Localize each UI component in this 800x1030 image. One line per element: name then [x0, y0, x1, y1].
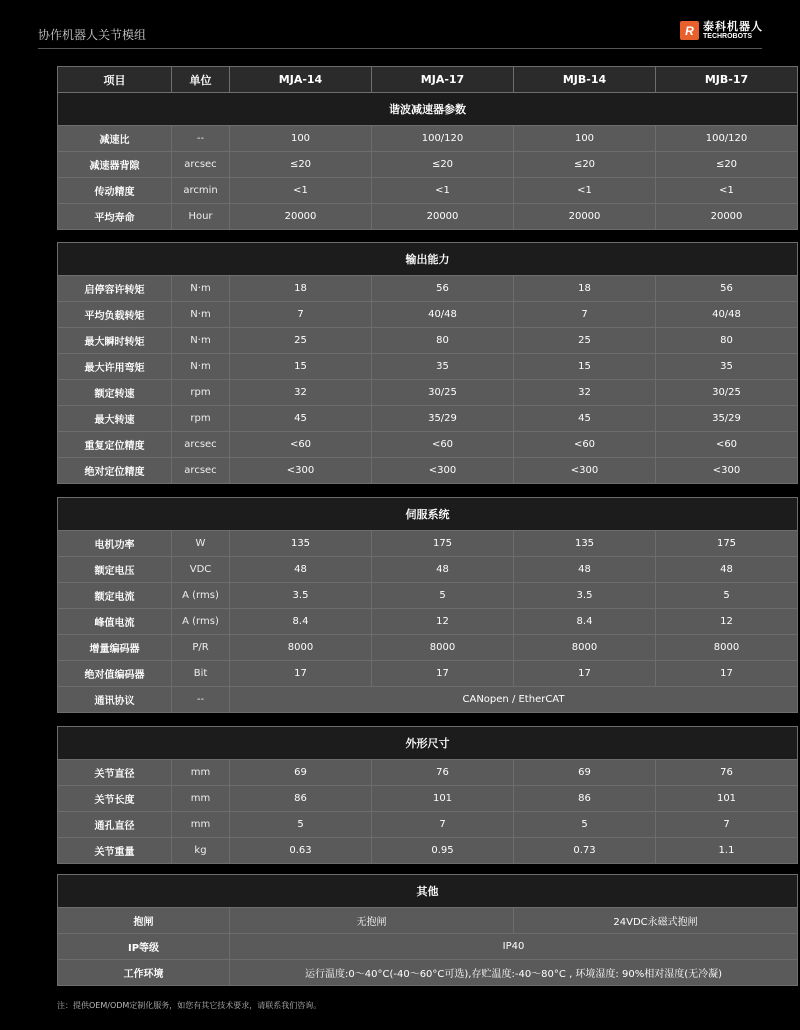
- row-value: 18: [230, 276, 372, 302]
- section-title: 输出能力: [58, 243, 798, 276]
- logo-mark-icon: R: [680, 21, 699, 40]
- row-label: 最大转速: [58, 406, 172, 432]
- row-value: 35: [372, 354, 514, 380]
- row-value: 7: [230, 302, 372, 328]
- spec-table-harmonic: [57, 66, 798, 230]
- row-unit: P/R: [172, 635, 230, 661]
- row-value: 48: [656, 557, 798, 583]
- column-header: MJA-14: [230, 67, 372, 93]
- row-label: 抱闸: [58, 908, 230, 934]
- spec-table-dimensions: [57, 726, 798, 864]
- row-value: 8000: [372, 635, 514, 661]
- row-value: 5: [514, 812, 656, 838]
- table-row: [58, 204, 798, 230]
- row-value: 135: [230, 531, 372, 557]
- row-value: 100/120: [372, 126, 514, 152]
- row-value: 175: [372, 531, 514, 557]
- table-row: [58, 786, 798, 812]
- spec-table-output: [57, 242, 798, 484]
- logo-name-cn: 泰科机器人: [703, 20, 763, 33]
- row-unit: Hour: [172, 204, 230, 230]
- row-value: 8000: [230, 635, 372, 661]
- row-value: 18: [514, 276, 656, 302]
- row-value: 12: [656, 609, 798, 635]
- row-value: 80: [372, 328, 514, 354]
- table-row: [58, 276, 798, 302]
- spec-section-other: [57, 874, 743, 986]
- row-value: 17: [372, 661, 514, 687]
- row-value: ≤20: [656, 152, 798, 178]
- row-value: <1: [372, 178, 514, 204]
- row-value: 48: [372, 557, 514, 583]
- row-label: 重复定位精度: [58, 432, 172, 458]
- row-unit: arcsec: [172, 432, 230, 458]
- row-value: 25: [514, 328, 656, 354]
- row-value: ≤20: [514, 152, 656, 178]
- table-row: [58, 354, 798, 380]
- row-value: 无抱闸: [230, 908, 514, 934]
- column-header-row: [58, 67, 798, 93]
- row-value: 35/29: [656, 406, 798, 432]
- spec-table-servo: [57, 497, 798, 713]
- row-unit: A (rms): [172, 609, 230, 635]
- row-label: 减速器背隙: [58, 152, 172, 178]
- row-unit: mm: [172, 760, 230, 786]
- row-unit: arcmin: [172, 178, 230, 204]
- spec-section-harmonic: [57, 66, 749, 230]
- row-value: 40/48: [656, 302, 798, 328]
- row-unit: N·m: [172, 354, 230, 380]
- table-row: [58, 635, 798, 661]
- row-label: 传动精度: [58, 178, 172, 204]
- logo-name-en: TECHROBOTS: [703, 33, 752, 40]
- row-value: 15: [230, 354, 372, 380]
- row-value: 100/120: [656, 126, 798, 152]
- spec-section-servo: [57, 497, 743, 713]
- column-header: MJB-14: [514, 67, 656, 93]
- section-rows: [58, 276, 798, 484]
- row-label: 最大瞬时转矩: [58, 328, 172, 354]
- table-row: [58, 687, 798, 713]
- row-unit: rpm: [172, 406, 230, 432]
- row-label: 峰值电流: [58, 609, 172, 635]
- row-value: 5: [230, 812, 372, 838]
- row-value: 20000: [230, 204, 372, 230]
- table-row: [58, 812, 798, 838]
- page-header: [0, 0, 800, 58]
- row-unit: mm: [172, 812, 230, 838]
- row-value: 86: [514, 786, 656, 812]
- row-value: 80: [656, 328, 798, 354]
- row-value: ≤20: [230, 152, 372, 178]
- row-value: 175: [656, 531, 798, 557]
- row-value: <1: [230, 178, 372, 204]
- row-value: 135: [514, 531, 656, 557]
- row-value: 7: [514, 302, 656, 328]
- table-row: [58, 934, 798, 960]
- row-label: 最大许用弯矩: [58, 354, 172, 380]
- table-row: [58, 432, 798, 458]
- row-value: 8000: [656, 635, 798, 661]
- row-label: 通孔直径: [58, 812, 172, 838]
- column-header: 项目: [58, 67, 172, 93]
- table-row: [58, 557, 798, 583]
- row-value: 20000: [372, 204, 514, 230]
- row-unit: N·m: [172, 328, 230, 354]
- row-unit: N·m: [172, 302, 230, 328]
- row-value: <1: [656, 178, 798, 204]
- row-value: 30/25: [372, 380, 514, 406]
- row-value: 100: [514, 126, 656, 152]
- row-label: 平均负载转矩: [58, 302, 172, 328]
- row-value: 69: [514, 760, 656, 786]
- table-row: [58, 328, 798, 354]
- row-value: 48: [230, 557, 372, 583]
- row-unit: kg: [172, 838, 230, 864]
- row-value: 8.4: [230, 609, 372, 635]
- table-row: [58, 178, 798, 204]
- row-unit: VDC: [172, 557, 230, 583]
- row-unit: rpm: [172, 380, 230, 406]
- row-value: <60: [372, 432, 514, 458]
- row-value: 15: [514, 354, 656, 380]
- row-unit: arcsec: [172, 152, 230, 178]
- section-rows: [58, 531, 798, 687]
- row-value: <300: [230, 458, 372, 484]
- table-row: [58, 531, 798, 557]
- row-value: 69: [230, 760, 372, 786]
- spec-section-dimensions: [57, 726, 743, 864]
- row-value: 17: [230, 661, 372, 687]
- row-label: 关节直径: [58, 760, 172, 786]
- row-value: 20000: [656, 204, 798, 230]
- row-value: 45: [230, 406, 372, 432]
- row-unit: --: [172, 126, 230, 152]
- row-value: 100: [230, 126, 372, 152]
- section-rows: [58, 126, 798, 230]
- spec-table-other: [57, 874, 798, 986]
- row-label: 平均寿命: [58, 204, 172, 230]
- row-label: 减速比: [58, 126, 172, 152]
- row-label: 关节长度: [58, 786, 172, 812]
- row-unit: --: [172, 687, 230, 713]
- row-value: <1: [514, 178, 656, 204]
- row-value: 运行温度:0～40°C(-40～60°C可选),存贮温度:-40～80°C , 环境湿度: 90%相对湿度(无冷凝): [230, 960, 798, 986]
- row-label: 额定转速: [58, 380, 172, 406]
- row-label: 通讯协议: [58, 687, 172, 713]
- row-label: 工作环境: [58, 960, 230, 986]
- row-value: 56: [372, 276, 514, 302]
- row-value: 48: [514, 557, 656, 583]
- row-label: IP等级: [58, 934, 230, 960]
- row-value: 86: [230, 786, 372, 812]
- row-value: 0.63: [230, 838, 372, 864]
- row-value: 1.1: [656, 838, 798, 864]
- row-unit: arcsec: [172, 458, 230, 484]
- row-label: 电机功率: [58, 531, 172, 557]
- row-value: 40/48: [372, 302, 514, 328]
- row-value: 35/29: [372, 406, 514, 432]
- row-value: 101: [372, 786, 514, 812]
- header-divider: [38, 48, 762, 49]
- spec-section-output: [57, 242, 743, 484]
- table-row: [58, 406, 798, 432]
- row-value: <60: [514, 432, 656, 458]
- row-value: <300: [372, 458, 514, 484]
- row-value: 0.95: [372, 838, 514, 864]
- row-value: 3.5: [514, 583, 656, 609]
- row-value: 45: [514, 406, 656, 432]
- row-value: 76: [372, 760, 514, 786]
- row-value: ≤20: [372, 152, 514, 178]
- section-title: 外形尺寸: [58, 727, 798, 760]
- row-unit: N·m: [172, 276, 230, 302]
- row-value: <60: [656, 432, 798, 458]
- section-rows: [58, 760, 798, 864]
- row-value: 17: [656, 661, 798, 687]
- row-value: 0.73: [514, 838, 656, 864]
- row-unit: W: [172, 531, 230, 557]
- row-value: 35: [656, 354, 798, 380]
- table-row: [58, 458, 798, 484]
- row-value: 7: [372, 812, 514, 838]
- row-value: 101: [656, 786, 798, 812]
- table-row: [58, 126, 798, 152]
- table-row: [58, 583, 798, 609]
- section-title: 其他: [58, 875, 798, 908]
- table-row: [58, 380, 798, 406]
- row-value: <300: [514, 458, 656, 484]
- row-label: 绝对值编码器: [58, 661, 172, 687]
- row-value: 8000: [514, 635, 656, 661]
- row-label: 额定电流: [58, 583, 172, 609]
- row-value: 7: [656, 812, 798, 838]
- table-row: [58, 661, 798, 687]
- row-value: 76: [656, 760, 798, 786]
- section-title: 伺服系统: [58, 498, 798, 531]
- row-value: <300: [656, 458, 798, 484]
- row-value: 8.4: [514, 609, 656, 635]
- row-value: 30/25: [656, 380, 798, 406]
- company-logo: [680, 21, 763, 40]
- section-title: 谐波减速器参数: [58, 93, 798, 126]
- row-value: 56: [656, 276, 798, 302]
- table-row: [58, 908, 798, 934]
- row-unit: A (rms): [172, 583, 230, 609]
- table-row: [58, 838, 798, 864]
- row-value: 12: [372, 609, 514, 635]
- row-value: 25: [230, 328, 372, 354]
- row-label: 额定电压: [58, 557, 172, 583]
- row-unit: mm: [172, 786, 230, 812]
- row-value: 20000: [514, 204, 656, 230]
- page-title: 协作机器人关节模组: [38, 28, 147, 42]
- row-value: IP40: [230, 934, 798, 960]
- table-row: [58, 760, 798, 786]
- column-header: 单位: [172, 67, 230, 93]
- row-value: 5: [656, 583, 798, 609]
- row-value: 32: [514, 380, 656, 406]
- row-label: 关节重量: [58, 838, 172, 864]
- row-label: 增量编码器: [58, 635, 172, 661]
- table-row: [58, 302, 798, 328]
- table-row: [58, 609, 798, 635]
- row-value: CANopen / EtherCAT: [230, 687, 798, 713]
- row-value: 5: [372, 583, 514, 609]
- row-value: 32: [230, 380, 372, 406]
- table-row: [58, 960, 798, 986]
- row-label: 启停容许转矩: [58, 276, 172, 302]
- row-value: 24VDC永磁式抱闸: [514, 908, 798, 934]
- table-row: [58, 152, 798, 178]
- row-value: <60: [230, 432, 372, 458]
- column-header: MJA-17: [372, 67, 514, 93]
- column-header: MJB-17: [656, 67, 798, 93]
- row-value: 3.5: [230, 583, 372, 609]
- row-label: 绝对定位精度: [58, 458, 172, 484]
- row-unit: Bit: [172, 661, 230, 687]
- row-value: 17: [514, 661, 656, 687]
- footnote: 注：提供OEM/ODM定制化服务，如您有其它技术要求，请联系我们咨询。: [57, 1001, 322, 1010]
